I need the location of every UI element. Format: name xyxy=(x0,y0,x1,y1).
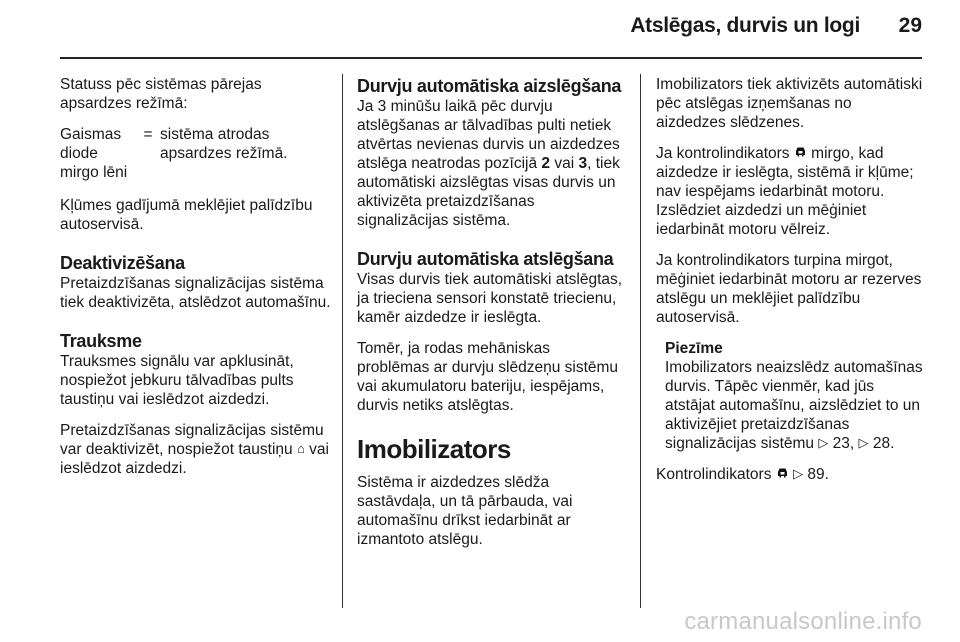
indicator-label: Kontrolindikators xyxy=(656,466,772,483)
lock-button-icon: ⌂ xyxy=(296,441,305,456)
autolock-text-c: , tiek automātiski aizslēgtas visas durvis un aktivizēta pretaizdzīšanas signalizācijas sistēma. xyxy=(357,155,620,229)
page-ref-arrow-icon: ▷ xyxy=(793,466,804,481)
immobilizer-heading: Imobilizators xyxy=(357,434,511,464)
column-1 xyxy=(60,75,335,490)
fault-text: Kļūmes gadījumā meklējiet palīdzību autoservisā. xyxy=(60,197,313,233)
immobilizer-section xyxy=(357,433,625,549)
indicator-flash-text xyxy=(656,144,924,239)
autounlock-section xyxy=(357,248,625,415)
indicator-flash-before: Ja kontrolindikators xyxy=(656,145,790,162)
note-text: Imobilizators neaizslēdz automašīnas durvis. Tāpēc vienmēr, kad jūs atstājat automašīnu, aizslēdziet to un aktivizējiet pretaizdzīšanas signalizācijas sistēmu ▷ 23, ▷ 28. xyxy=(665,359,923,452)
note-ref-1[interactable]: 23 xyxy=(832,435,850,452)
autolock-text-b: vai xyxy=(554,155,575,172)
autounlock-text-1: Visas durvis tiek automātiski atslēgtas, ja trieciena sensori konstatē triecienu, kamēr aizdedze ir ieslēgta. xyxy=(357,271,623,326)
immobilizer-text: Sistēma ir aizdedzes slēdža sastāvdaļa, un tā pārbauda, vai automašīnu drīkst iedarbināt ar izmantoto atslēgu. xyxy=(357,474,573,548)
page-ref-arrow-icon: ▷ xyxy=(858,435,869,450)
page-number: 29 xyxy=(898,14,922,37)
indicator-keep-flashing-text: Ja kontrolindikators turpina mirgot, mēģiniet iedarbināt motoru ar rezerves atslēgu un meklējiet palīdzību autoservisā. xyxy=(656,252,922,326)
immobilizer-indicator-icon xyxy=(794,146,807,159)
watermark: carmanualsonline.info xyxy=(684,608,922,635)
alarm-text-2 xyxy=(60,421,335,478)
indicator-page-ref[interactable]: 89. xyxy=(807,466,829,483)
ignition-position-2: 2 xyxy=(541,155,551,172)
header-rule xyxy=(60,57,922,59)
page-ref-arrow-icon: ▷ xyxy=(818,435,829,450)
alarm-text-1: Trauksmes signālu var apklusināt, nospiežot jebkuru tālvadības pults taustiņu vai ieslēdzot aizdedzi. xyxy=(60,353,294,408)
autolock-heading: Durvju automātiska aizslēgšana xyxy=(357,76,622,96)
term-line: diode xyxy=(60,145,98,162)
autounlock-text-2: Tomēr, ja rodas mehāniskas problēmas ar durvju slēdzeņu sistēmu vai akumulatoru bateriju, iespējams, durvis netiks atslēgtas. xyxy=(357,340,619,414)
note-title: Piezīme xyxy=(665,340,723,357)
note-text-before: Imobilizators neaizslēdz automašīnas durvis. Tāpēc vienmēr, kad jūs atstājat automašīnu, aizslēdziet to un aktivizējiet pretaizdzīšanas signalizācijas sistēmu xyxy=(665,359,923,452)
note-block xyxy=(656,339,924,453)
column-divider-2 xyxy=(640,74,641,608)
alarm-section xyxy=(60,330,335,478)
alarm-heading: Trauksme xyxy=(60,331,142,351)
indicator-reference xyxy=(656,465,924,484)
autolock-text-a: Ja 3 minūšu laikā pēc durvju atslēgšanas ar tālvadības pulti netiek atvērtas nevienas durvis un aizdedzes atslēga neatrodas pozīcijā xyxy=(357,98,620,172)
term-line: Gaismas xyxy=(60,126,122,143)
deactivation-section xyxy=(60,252,335,312)
page-header-title: Atslēgas, durvis un logi xyxy=(630,14,860,37)
column-divider-1 xyxy=(342,74,343,608)
term-line: mirgo lēni xyxy=(60,164,128,181)
deactivation-heading: Deaktivizēšana xyxy=(60,253,185,273)
definition-equals: = xyxy=(143,126,153,143)
immobilizer-auto-text: Imobilizators tiek aktivizēts automātiski pēc atslēgas izņemšanas no aizdedzes slēdzenes. xyxy=(656,76,923,131)
deactivation-text: Pretaizdzīšanas signalizācijas sistēma tiek deaktivizēta, atslēdzot automašīnu. xyxy=(60,275,331,311)
status-definition-table xyxy=(60,125,335,182)
column-3 xyxy=(656,75,924,496)
autolock-text xyxy=(357,97,625,230)
alarm-text-2-before: Pretaizdzīšanas signalizācijas sistēmu var deaktivizēt, nospiežot taustiņu xyxy=(60,422,324,458)
column-2 xyxy=(357,75,625,561)
indicator-flash-after: mirgo, kad aizdedze ir ieslēgta, sistēmā ir kļūme; nav iespējams iedarbināt motoru. Izslēdziet aizdedzi un mēģiniet iedarbināt motoru vēlreiz. xyxy=(656,145,914,238)
autounlock-heading: Durvju automātiska atslēgšana xyxy=(357,249,614,269)
status-intro: Statuss pēc sistēmas pārejas apsardzes režīmā: xyxy=(60,76,262,112)
definition-text: sistēma atrodas apsardzes režīmā. xyxy=(160,126,288,162)
note-ref-2[interactable]: 28. xyxy=(872,435,895,452)
immobilizer-indicator-icon xyxy=(776,467,789,480)
definition-term xyxy=(60,125,136,182)
ignition-position-3: 3 xyxy=(578,155,588,172)
alarm-text-2-after: vai ieslēdzot aizdedzi. xyxy=(60,441,329,477)
